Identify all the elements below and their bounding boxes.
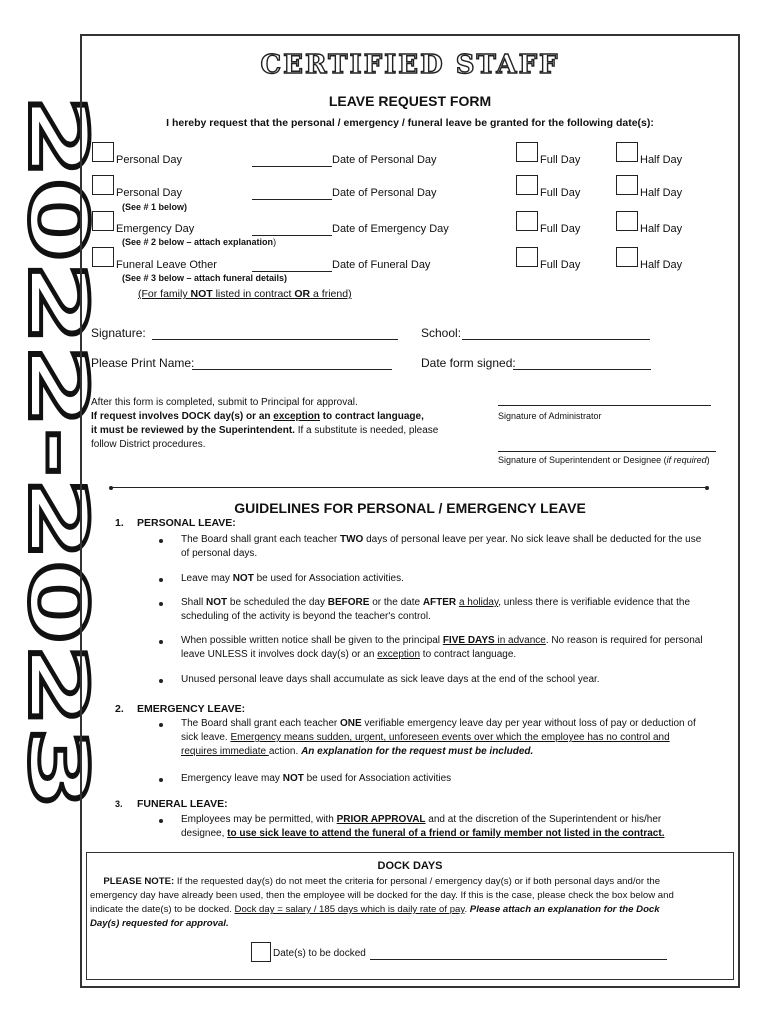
school-line[interactable] xyxy=(462,339,650,340)
divider-end xyxy=(705,486,709,490)
half-day-checkbox[interactable] xyxy=(616,175,638,195)
form-subtitle: LEAVE REQUEST FORM xyxy=(328,93,492,109)
half-day-checkbox[interactable] xyxy=(616,142,638,162)
dock-days-title: DOCK DAYS xyxy=(377,860,443,872)
half-day-label: Half Day xyxy=(640,187,683,199)
date-line[interactable] xyxy=(252,235,332,236)
guidelines-title: GUIDELINES FOR PERSONAL / EMERGENCY LEAVE xyxy=(234,500,586,516)
personal-bullet-4: When possible written notice shall be given to the principal FIVE DAYS in advance. No reason is required for personal leave UNLESS it involves dock day(s) or an exception to contract language. xyxy=(181,635,703,660)
full-day-label: Full Day xyxy=(540,154,581,166)
date-label: Date of Emergency Day xyxy=(332,223,449,235)
form-intro: I hereby request that the personal / emergency / funeral leave be granted for the following date(s): xyxy=(166,117,654,129)
section-number: 3. xyxy=(115,799,123,809)
leave-note: (See # 2 below – attach explanation) xyxy=(122,237,277,247)
form-title: CERTIFIED STAFF xyxy=(260,50,560,80)
admin-signature-label: Signature of Administrator xyxy=(498,411,602,421)
date-label: Date of Personal Day xyxy=(332,187,437,199)
funeral-bullet-1: Employees may be permitted, with PRIOR APPROVAL and at the discretion of the Superintendent or his/her designee, to use sick leave to attend the funeral of a friend or family member not listed in the contract. xyxy=(181,814,665,839)
bullet xyxy=(159,778,163,782)
year-banner-text: 2022-2023 xyxy=(11,95,104,574)
date-line[interactable] xyxy=(252,271,332,272)
personal-bullet-3: Shall NOT be scheduled the day BEFORE or the date AFTER a holiday, unless there is verifiable evidence that the scheduling of the activity is beyond the teacher's control. xyxy=(181,597,691,622)
superintendent-signature-label: Signature of Superintendent or Designee (if required) xyxy=(498,455,710,465)
full-day-label: Full Day xyxy=(540,187,581,199)
bullet xyxy=(159,578,163,582)
funeral-leave-heading: FUNERAL LEAVE: xyxy=(137,798,228,810)
dock-days-note: PLEASE NOTE: If the requested day(s) do not meet the criteria for personal / emergency day(s) or if both personal days and/or the emergency day have already been used, then the employee will be docked for the day. If this is the case, please check the box below and indicate the date(s) to be docked. Dock day = salary / 185 days which is daily rate of pay. Please attach an explanation for the Dock Day(s) requested for approval. xyxy=(90,876,674,929)
signature-line[interactable] xyxy=(152,339,398,340)
date-signed-line[interactable] xyxy=(513,369,651,370)
leave-type-label: Emergency Day xyxy=(116,223,195,235)
personal-bullet-1: The Board shall grant each teacher TWO days of personal leave per year. No sick leave shall be deducted for the use of personal days. xyxy=(181,534,702,559)
dock-date-label: Date(s) to be docked xyxy=(273,948,366,959)
half-day-label: Half Day xyxy=(640,223,683,235)
section-number: 1. xyxy=(115,517,124,529)
bullet xyxy=(159,602,163,606)
divider-line xyxy=(111,487,707,488)
personal-day-2-checkbox[interactable] xyxy=(92,175,114,195)
leave-type-label: Funeral Leave Other xyxy=(116,259,217,271)
date-label: Date of Funeral Day xyxy=(332,259,431,271)
full-day-label: Full Day xyxy=(540,223,581,235)
print-name-label: Please Print Name: xyxy=(91,356,195,370)
emergency-day-checkbox[interactable] xyxy=(92,211,114,231)
funeral-leave-checkbox[interactable] xyxy=(92,247,114,267)
admin-signature-line[interactable] xyxy=(498,405,711,406)
funeral-family-note: (For family NOT listed in contract OR a friend) xyxy=(138,288,352,300)
half-day-checkbox[interactable] xyxy=(616,247,638,267)
personal-bullet-2: Leave may NOT be used for Association activities. xyxy=(181,573,404,584)
emergency-bullet-1: The Board shall grant each teacher ONE verifiable emergency leave day per year without loss of pay or deduction of sick leave. Emergency means sudden, urgent, unforeseen events over which the employee has no control and requires immediate action. An explanation for the request must be included. xyxy=(181,718,696,757)
full-day-checkbox[interactable] xyxy=(516,175,538,195)
full-day-checkbox[interactable] xyxy=(516,247,538,267)
personal-bullet-5: Unused personal leave days shall accumulate as sick leave days at the end of the school year. xyxy=(181,674,600,685)
bullet xyxy=(159,723,163,727)
half-day-checkbox[interactable] xyxy=(616,211,638,231)
signature-label: Signature: xyxy=(91,326,146,340)
leave-note: (See # 3 below – attach funeral details) xyxy=(122,273,288,283)
submit-note: After this form is completed, submit to Principal for approval. If request involves DOCK day(s) or an exception to contract language, it must be reviewed by the Superintendent. If a substitute is needed, please follow District procedures. xyxy=(91,397,439,450)
dock-day-checkbox[interactable] xyxy=(251,942,271,962)
date-label: Date of Personal Day xyxy=(332,154,437,166)
leave-type-label: Personal Day xyxy=(116,154,183,166)
print-name-line[interactable] xyxy=(192,369,392,370)
date-signed-label: Date form signed: xyxy=(421,356,516,370)
bullet xyxy=(159,679,163,683)
half-day-label: Half Day xyxy=(640,154,683,166)
date-line[interactable] xyxy=(252,166,332,167)
full-day-checkbox[interactable] xyxy=(516,142,538,162)
bullet xyxy=(159,539,163,543)
year-banner xyxy=(8,95,104,815)
bullet xyxy=(159,640,163,644)
full-day-label: Full Day xyxy=(540,259,581,271)
school-label: School: xyxy=(421,326,462,340)
leave-type-label: Personal Day xyxy=(116,187,183,199)
emergency-leave-heading: EMERGENCY LEAVE: xyxy=(137,703,246,715)
half-day-label: Half Day xyxy=(640,259,683,271)
dock-date-line[interactable] xyxy=(370,959,667,960)
leave-rows xyxy=(92,142,732,312)
leave-note: (See # 1 below) xyxy=(122,202,188,212)
full-day-checkbox[interactable] xyxy=(516,211,538,231)
section-number: 2. xyxy=(115,703,124,715)
personal-day-checkbox[interactable] xyxy=(92,142,114,162)
date-line[interactable] xyxy=(252,199,332,200)
superintendent-signature-line[interactable] xyxy=(498,451,716,452)
bullet xyxy=(159,819,163,823)
emergency-bullet-2: Emergency leave may NOT be used for Association activities xyxy=(181,773,452,784)
personal-leave-heading: PERSONAL LEAVE: xyxy=(137,517,236,529)
